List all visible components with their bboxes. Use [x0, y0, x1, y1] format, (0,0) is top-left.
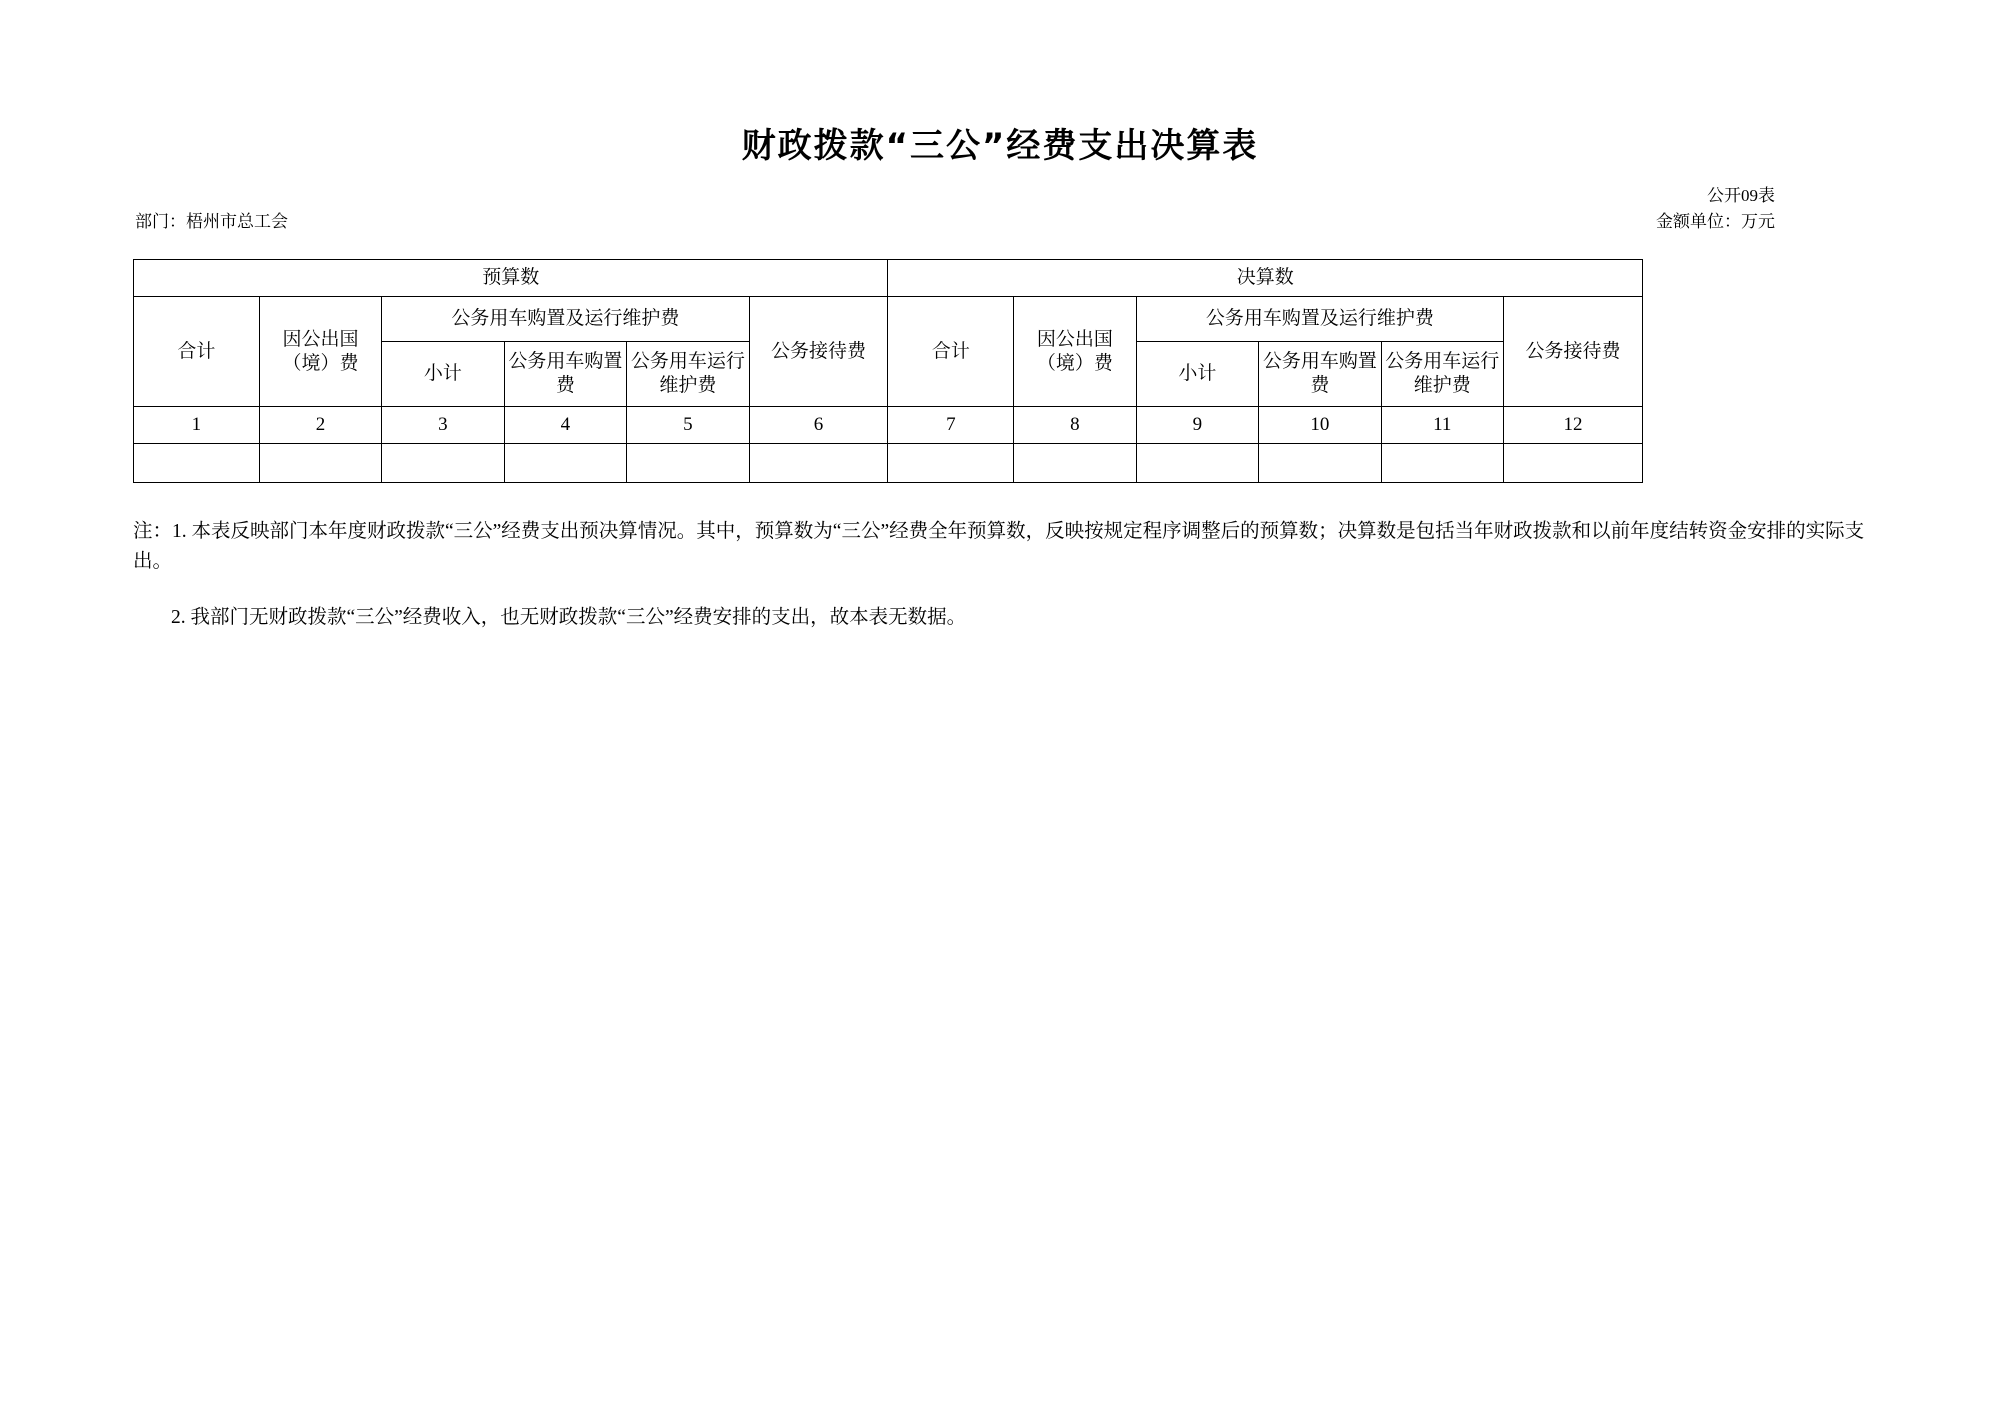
col-final-reception: 公务接待费 — [1504, 297, 1643, 407]
amount-unit: 金额单位：万元 — [1656, 212, 1775, 231]
col-budget-vehicle-subtotal: 小计 — [382, 342, 504, 407]
col-budget-vehicle-group: 公务用车购置及运行维护费 — [382, 297, 749, 342]
table-group-header-row — [134, 260, 1643, 297]
col-number: 8 — [1014, 407, 1136, 444]
table-row — [134, 444, 1643, 483]
col-number: 5 — [627, 407, 749, 444]
table-cell — [1014, 444, 1136, 483]
note-item-1: 注：1. 本表反映部门本年度财政拨款“三公”经费支出预决算情况。其中，预算数为“三公”经费全年预算数，反映按规定程序调整后的预算数；决算数是包括当年财政拨款和以前年度结转资金安排的实际支出。 — [133, 521, 1865, 573]
group-header-final: 决算数 — [888, 260, 1643, 297]
table-cell — [382, 444, 504, 483]
group-header-budget: 预算数 — [134, 260, 888, 297]
col-budget-vehicle-purchase: 公务用车购置费 — [504, 342, 626, 407]
col-final-vehicle-subtotal: 小计 — [1136, 342, 1258, 407]
col-number: 9 — [1136, 407, 1258, 444]
form-code: 公开09表 — [1707, 186, 1775, 205]
table-cell — [888, 444, 1014, 483]
page-title: 财政拨款“三公”经费支出决算表 — [741, 126, 1259, 166]
col-number: 7 — [888, 407, 1014, 444]
col-number: 12 — [1504, 407, 1643, 444]
table-cell — [1381, 444, 1503, 483]
col-final-total: 合计 — [888, 297, 1014, 407]
table-cell — [627, 444, 749, 483]
table-cell — [259, 444, 381, 483]
table-cell — [749, 444, 888, 483]
meta-row — [115, 167, 1885, 231]
col-final-vehicle-operation: 公务用车运行维护费 — [1381, 342, 1503, 407]
table-header-row-top — [134, 297, 1643, 342]
col-number: 4 — [504, 407, 626, 444]
col-number: 6 — [749, 407, 888, 444]
col-number: 10 — [1259, 407, 1381, 444]
col-number: 2 — [259, 407, 381, 444]
table-cell — [134, 444, 260, 483]
table-cell — [504, 444, 626, 483]
col-final-vehicle-purchase: 公务用车购置费 — [1259, 342, 1381, 407]
col-budget-reception: 公务接待费 — [749, 297, 888, 407]
table-cell — [1504, 444, 1643, 483]
finance-table-wrap — [115, 193, 1885, 483]
notes-section — [115, 483, 1885, 634]
col-budget-abroad: 因公出国（境）费 — [259, 297, 381, 407]
col-final-abroad: 因公出国（境）费 — [1014, 297, 1136, 407]
finance-table — [133, 259, 1643, 483]
col-budget-total: 合计 — [134, 297, 260, 407]
col-number: 1 — [134, 407, 260, 444]
table-cell — [1136, 444, 1258, 483]
table-column-number-row — [134, 407, 1643, 444]
col-number: 3 — [382, 407, 504, 444]
table-cell — [1259, 444, 1381, 483]
department-label: 部门：梧州市总工会 — [135, 212, 288, 231]
note-item-2: 2. 我部门无财政拨款“三公”经费收入，也无财政拨款“三公”经费安排的支出，故本表无数据。 — [171, 607, 967, 629]
col-final-vehicle-group: 公务用车购置及运行维护费 — [1136, 297, 1503, 342]
col-number: 11 — [1381, 407, 1503, 444]
col-budget-vehicle-operation: 公务用车运行维护费 — [627, 342, 749, 407]
